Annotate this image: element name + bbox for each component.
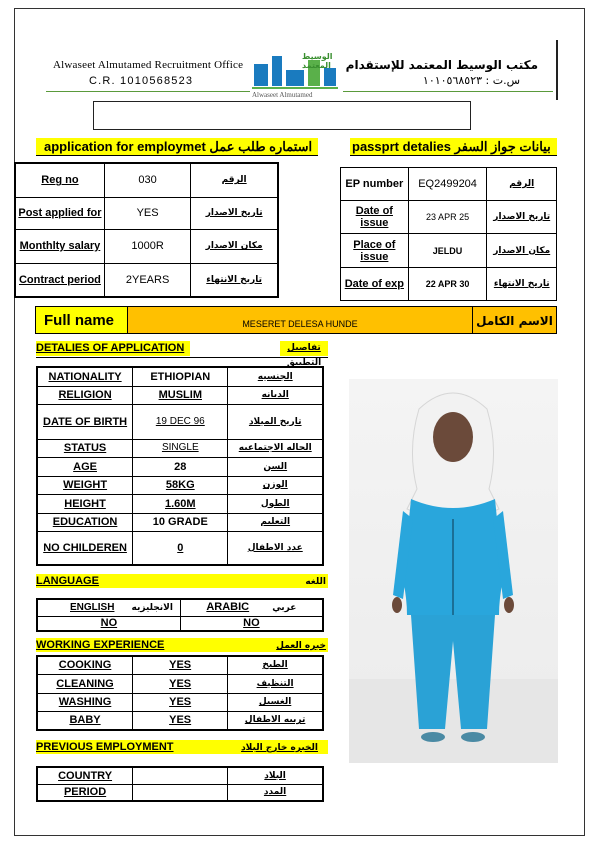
detail-value: 0 [133, 531, 228, 565]
passport-label: Place of issue [341, 234, 409, 268]
detail-label: AGE [37, 457, 133, 476]
detail-label: HEIGHT [37, 494, 133, 513]
logo-arabic-text: الوسيط المعتمد [302, 52, 333, 70]
application-title: application for employmet استماره طلب عمل [36, 138, 318, 155]
detail-label-ar: عدد الاطفال [228, 531, 323, 565]
experience-label: CLEANING [37, 674, 133, 693]
language-arabic-cell [180, 599, 323, 616]
cr-number-en: C.R. 1010568523 [89, 75, 194, 87]
detail-value: MUSLIM [133, 386, 228, 404]
table-row [341, 168, 557, 201]
detail-label: RELIGION [37, 386, 133, 404]
blank-field-box [93, 101, 471, 130]
table-row [37, 386, 323, 404]
passport-label-ar: تاريخ الانتهاء [487, 268, 557, 301]
detail-label-ar: السن [228, 457, 323, 476]
previous-title: PREVIOUS EMPLOYMENT [36, 741, 174, 753]
table-row [15, 163, 278, 197]
detail-label: WEIGHT [37, 476, 133, 494]
full-name-label: Full name [36, 307, 128, 333]
detail-value: 1.60M [133, 494, 228, 513]
detail-label-ar: الجنسيه [228, 367, 323, 386]
passport-label: Date of issue [341, 201, 409, 234]
previous-label-ar: البلاد [228, 767, 323, 784]
app-label-ar: الرقم [191, 163, 278, 197]
table-row [37, 616, 323, 631]
office-name-ar: مكتب الوسيط المعتمد للإستقدام [345, 58, 538, 72]
table-row [37, 476, 323, 494]
passport-label: EP number [341, 168, 409, 201]
app-label-ar: تاريخ الاصدار [191, 197, 278, 229]
language-bar [36, 574, 328, 588]
table-row [37, 767, 323, 784]
applicant-figure [349, 379, 558, 763]
app-label: Monthlty salary [15, 229, 104, 263]
table-row [37, 674, 323, 693]
experience-label: COOKING [37, 656, 133, 674]
experience-label-ar: الطبخ [228, 656, 323, 674]
previous-label: PERIOD [37, 784, 133, 801]
app-value: 030 [104, 163, 190, 197]
table-row [37, 693, 323, 711]
previous-table [36, 766, 324, 802]
passport-title: passprt detalies بيانات جواز السفر [350, 138, 557, 155]
full-name-label-ar: الاسم الكامل [472, 307, 556, 333]
passport-label-ar: الرقم [487, 168, 557, 201]
header-rule-right [343, 91, 553, 92]
passport-label: Date of exp [341, 268, 409, 301]
app-label: Reg no [15, 163, 104, 197]
application-table [14, 162, 279, 298]
detail-label-ar: الوزن [228, 476, 323, 494]
table-row [37, 457, 323, 476]
table-row [15, 263, 278, 297]
previous-label: COUNTRY [37, 767, 133, 784]
experience-value: YES [133, 711, 228, 730]
passport-label-ar: مكان الاصدار [487, 234, 557, 268]
details-underline [36, 357, 328, 358]
detail-value: 10 GRADE [133, 513, 228, 531]
experience-label-ar: تربيه الاطفال [228, 711, 323, 730]
details-table [36, 366, 324, 566]
detail-label: DATE OF BIRTH [37, 404, 133, 439]
table-row [37, 367, 323, 386]
passport-value: 22 APR 30 [408, 268, 487, 301]
office-logo [250, 50, 342, 102]
header-corner-bar [556, 40, 558, 100]
table-row [37, 513, 323, 531]
experience-value: YES [133, 693, 228, 711]
language-arabic-value: NO [180, 616, 323, 631]
detail-value: 28 [133, 457, 228, 476]
previous-label-ar: المدد [228, 784, 323, 801]
detail-label: STATUS [37, 439, 133, 457]
passport-table [340, 167, 557, 301]
detail-label: EDUCATION [37, 513, 133, 531]
table-row [37, 656, 323, 674]
detail-label-ar: الطول [228, 494, 323, 513]
details-title: DETALIES OF APPLICATION [36, 341, 190, 356]
detail-label-ar: التعليم [228, 513, 323, 531]
table-row [341, 268, 557, 301]
experience-value: YES [133, 656, 228, 674]
header-rule-left [46, 91, 250, 92]
experience-label: WASHING [37, 693, 133, 711]
experience-value: YES [133, 674, 228, 693]
app-value: 1000R [104, 229, 190, 263]
application-title-underline [36, 155, 318, 156]
detail-label: NATIONALITY [37, 367, 133, 386]
table-row [341, 201, 557, 234]
app-label-ar: مكان الاصدار [191, 229, 278, 263]
language-title: LANGUAGE [36, 575, 99, 587]
language-arabic: ARABIC [206, 601, 250, 614]
table-row [341, 234, 557, 268]
app-value: YES [104, 197, 190, 229]
language-table [36, 598, 324, 632]
language-english-cell [37, 599, 180, 616]
app-label: Contract period [15, 263, 104, 297]
experience-table [36, 655, 324, 731]
experience-title-ar: خبره العمل [276, 641, 326, 651]
app-value: 2YEARS [104, 263, 190, 297]
detail-value: SINGLE [133, 439, 228, 457]
table-row [15, 197, 278, 229]
logo-caption: Alwaseet Almutamed [252, 91, 313, 99]
detail-value: 58KG [133, 476, 228, 494]
detail-label: NO CHILDEREN [37, 531, 133, 565]
detail-value: ETHIOPIAN [133, 367, 228, 386]
experience-title: WORKING EXPERIENCE [36, 639, 165, 651]
detail-label-ar: الحاله الاجتماعيه [228, 439, 323, 457]
table-row [37, 439, 323, 457]
previous-value [133, 767, 228, 784]
passport-value: JELDU [408, 234, 487, 268]
table-row [37, 531, 323, 565]
table-row [15, 229, 278, 263]
passport-value: EQ2499204 [408, 168, 487, 201]
previous-title-ar: الخبره خارج البلاد [241, 743, 318, 753]
experience-label-ar: الغسيل [228, 693, 323, 711]
table-row [37, 784, 323, 801]
office-name-en: Alwaseet Almutamed Recruitment Office [53, 59, 244, 71]
language-english-ar: الانجليزيه [131, 603, 173, 614]
language-title-ar: اللغه [305, 577, 326, 587]
detail-label-ar: الديانه [228, 386, 323, 404]
applicant-photo [349, 379, 558, 763]
table-row [37, 599, 323, 616]
table-row [37, 494, 323, 513]
language-english: ENGLISH [70, 602, 115, 614]
table-row [37, 711, 323, 730]
language-english-value: NO [37, 616, 180, 631]
details-title-ar: تفاصيل التطبيق [280, 341, 328, 356]
previous-bar [36, 740, 328, 754]
experience-label: BABY [37, 711, 133, 730]
table-row [37, 404, 323, 439]
passport-label-ar: تاريخ الاصدار [487, 201, 557, 234]
full-name-value: MESERET DELESA HUNDE [242, 319, 358, 329]
app-label-ar: تاريخ الانتهاء [191, 263, 278, 297]
language-arabic-ar: عربي [272, 603, 297, 614]
detail-label-ar: تاريخ الميلاد [228, 404, 323, 439]
cr-number-ar: س.ت : ١٠١٠٥٦٨٥٢٣ [422, 74, 520, 87]
passport-value: 23 APR 25 [408, 201, 487, 234]
app-label: Post applied for [15, 197, 104, 229]
experience-label-ar: التنظيف [228, 674, 323, 693]
full-name-bar [35, 306, 557, 334]
passport-title-underline [350, 155, 557, 156]
previous-value [133, 784, 228, 801]
detail-value: 19 DEC 96 [133, 404, 228, 439]
experience-bar [36, 638, 328, 652]
